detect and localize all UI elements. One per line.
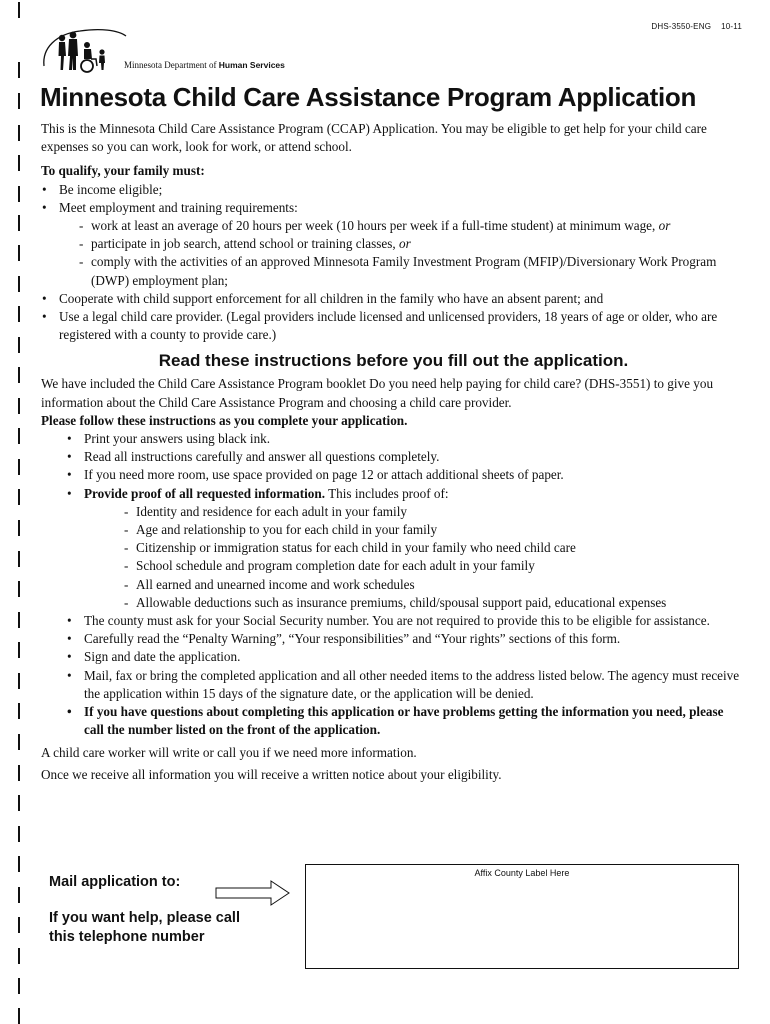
margin-tick [18,826,20,842]
margin-tick [18,215,20,231]
dhs-logo-icon [40,26,130,74]
margin-tick [18,155,20,171]
list-item: - Citizenship or immigration status for each child in your family who need child care [84,539,746,557]
page-title: Minnesota Child Care Assistance Program Application [40,82,697,112]
agency-name: Minnesota Department of Human Services [124,60,285,70]
qualify-heading: To qualify, your family must: [41,163,205,179]
booklet-paragraph: We have included the Child Care Assistance Program booklet Do you need help paying for child care? (DHS-3551) to give you information about the Child Care Assistance Program and choosing a child care provider. [41,376,714,410]
employment-sublist [59,217,746,290]
instructions-list [41,430,746,739]
margin-tick [18,62,20,78]
form-date: 10-11 [721,22,742,31]
margin-tick [18,948,20,964]
form-number [651,22,742,31]
margin-tick [18,917,20,933]
margin-tick [18,765,20,781]
margin-tick [18,734,20,750]
margin-tick [18,520,20,536]
follow-instructions-heading: Please follow these instructions as you complete your application. [41,412,408,428]
margin-tick [18,1008,20,1024]
margin-tick [18,795,20,811]
list-item: - School schedule and program completion date for each adult in your family [84,557,746,575]
margin-tick [18,428,20,444]
list-item: - Allowable deductions such as insurance premiums, child/spousal support paid, educational expenses [84,594,746,612]
list-item: - participate in job search, attend school or training classes, or [59,235,746,253]
margin-tick-marks [18,0,22,1024]
margin-tick [18,93,20,109]
county-label-box [305,864,739,969]
proof-sublist [84,503,746,612]
form-body [41,120,746,784]
list-item: - Age and relationship to you for each child in your family [84,521,746,539]
list-item: • Mail, fax or bring the completed application and all other needed items to the address listed below. The agency must receive the application within 15 days of the signature date, or the application will be denied. [41,667,746,703]
list-item: • Carefully read the “Penalty Warning”, “Your responsibilities” and “Your rights” sections of this form. [41,630,746,648]
list-item: • Read all instructions carefully and answer all questions completely. [41,448,746,466]
margin-tick [18,125,20,141]
list-item: • Cooperate with child support enforcement for all children in the family who have an absent parent; and [41,290,746,308]
list-item: • Use a legal child care provider. (Legal providers include licensed and unlicensed providers, 18 years of age or older, who are registered with a county to provide care.) [41,308,746,344]
list-item: • If you have questions about completing this application or have problems getting the information you need, please call the number listed on the front of the application. [41,703,746,739]
list-item: • Meet employment and training requirements: - work at least an average of 20 hours per week (10 hours per week if a full-time student) at minimum wage, or - participate in job search, attend school or training classes, or - comply with the activities of an approved Minnesota Family Investment Program (MFIP)/Diversionary Work Program (DWP) employment plan; [41,199,746,290]
margin-tick [18,703,20,719]
form-code: DHS-3550-ENG [651,22,712,31]
margin-tick [18,612,20,628]
worker-contact-note: A child care worker will write or call you if we need more information. [41,744,417,760]
margin-tick [18,367,20,383]
margin-tick [18,186,20,202]
margin-tick [18,459,20,475]
help-phone-label: If you want help, please call this telephone number [49,910,240,945]
margin-tick [18,276,20,292]
margin-tick [18,489,20,505]
margin-tick [18,581,20,597]
instructions-heading: Read these instructions before you fill out the application. [158,351,629,371]
margin-tick [18,2,20,18]
list-item: • Be income eligible; [41,181,746,199]
list-item: • If you need more room, use space provided on page 12 or attach additional sheets of paper. [41,466,746,484]
list-item: - All earned and unearned income and work schedules [84,576,746,594]
margin-tick [18,673,20,689]
eligibility-notice: Once we receive all information you will receive a written notice about your eligibility. [41,766,502,782]
list-item: • Sign and date the application. [41,648,746,666]
margin-tick [18,337,20,353]
margin-tick [18,856,20,872]
margin-tick [18,978,20,994]
list-item: • The county must ask for your Social Security number. You are not required to provide this to be eligible for assistance. [41,612,746,630]
intro-paragraph: This is the Minnesota Child Care Assistance Program (CCAP) Application. You may be eligible to get help for your child care expenses so you can work, look for work, or attend school. [41,121,707,155]
margin-tick [18,245,20,261]
list-item: • Print your answers using black ink. [41,430,746,448]
list-item: - comply with the activities of an approved Minnesota Family Investment Program (MFIP)/Diversionary Work Program (DWP) employment plan; [59,253,746,289]
arrow-right-icon [215,880,291,906]
list-item: - Identity and residence for each adult in your family [84,503,746,521]
mail-application-label: Mail application to: [49,874,181,890]
margin-tick [18,887,20,903]
margin-tick [18,551,20,567]
margin-tick [18,306,20,322]
county-label-caption: Affix County Label Here [474,868,570,878]
list-item: • Provide proof of all requested information. This includes proof of: - Identity and residence for each adult in your family - Age and relationship to you for each child in your family - Citizenship or immigration status for each child in your family who need child care - School schedule and program completion date for each adult in your family - All earned and unearned income and work schedules - Allowable deductions such as insurance premiums, child/spousal support paid, educational expenses [41,485,746,612]
list-item: - work at least an average of 20 hours per week (10 hours per week if a full-time student) at minimum wage, or [59,217,746,235]
margin-tick [18,642,20,658]
qualify-list [41,181,746,345]
margin-tick [18,398,20,414]
